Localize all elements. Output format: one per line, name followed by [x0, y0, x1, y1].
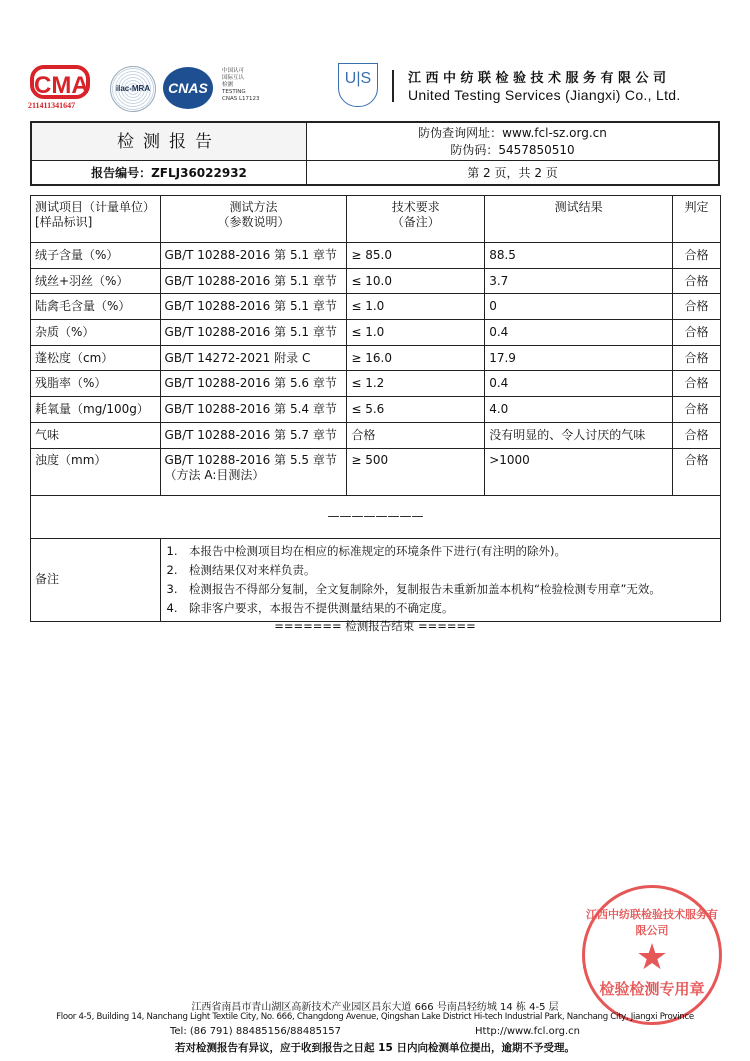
company-name-cn: 江西中纺联检验技术服务有限公司: [408, 71, 671, 86]
blank-row: [31, 495, 721, 538]
cnas-line: 检测: [222, 82, 234, 88]
cnas-line: 国际互认: [222, 75, 245, 81]
method-text: GB/T 10288-2016 第 5.5 章节: [164, 452, 337, 467]
footer-address-cn: 江西省南昌市青山湖区高新技术产业园区昌东大道 666 号南昌轻纺城 14 栋 4-5 层: [191, 1002, 559, 1013]
report-number: 报告编号：ZFLJ36022932: [32, 161, 307, 184]
footer-tel: Tel: (86 791) 88485156/88485157: [170, 1026, 342, 1037]
table-row: [31, 448, 721, 495]
table-row: [31, 268, 721, 294]
cell-requirement: ≥ 85.0: [347, 243, 485, 269]
table-row: [31, 371, 721, 397]
table-header: [31, 196, 721, 243]
footer-url: Http://www.fcl.org.cn: [475, 1026, 581, 1037]
header-result: 测试结果: [485, 196, 673, 243]
header-text: 技术要求: [391, 200, 440, 214]
table-row: [31, 397, 721, 423]
table-row: [31, 294, 721, 320]
page-indicator: 第 2 页，共 2 页: [467, 166, 558, 180]
notes-list: [160, 538, 720, 621]
stamp-center-text: 检验检测专用章: [599, 980, 705, 998]
star-icon: ★: [635, 937, 669, 978]
method-note: （方法 A:目测法）: [164, 467, 265, 482]
cell-requirement: ≤ 10.0: [347, 268, 485, 294]
note-item: 1. 本报告中检测项目均在相应的标准规定的环境条件下进行(有注明的除外)。: [166, 543, 566, 558]
ilac-mra-logo: ilac-MRA: [110, 66, 156, 112]
header-method: [160, 196, 347, 243]
table-row: [31, 243, 721, 269]
report-title: 检测报告: [32, 123, 307, 161]
cell-verdict: 合格: [673, 345, 721, 371]
anti-fake-code: 防伪码：5457850510: [450, 143, 575, 157]
anti-fake-info: [307, 123, 718, 161]
cell-requirement: ≤ 1.2: [347, 371, 485, 397]
footer-notice: 若对检测报告有异议，应于收到报告之日起 15 日内向检测单位提出，逾期不予受理。: [175, 1042, 575, 1054]
cnas-line: TESTING: [222, 89, 246, 95]
cell-method: GB/T 10288-2016 第 5.4 章节: [160, 397, 347, 423]
cell-verdict: 合格: [673, 371, 721, 397]
company-name-en: United Testing Services (Jiangxi) Co., Ltd.: [408, 87, 681, 103]
cell-method: GB/T 10288-2016 第 5.6 章节: [160, 371, 347, 397]
report-end-marker: ======= 检测报告结束 ======: [274, 619, 476, 633]
cell-result: 4.0: [485, 397, 673, 423]
cell-result: 3.7: [485, 268, 673, 294]
cnas-line: CNAS L17123: [222, 96, 260, 102]
footer-address-en: Floor 4-5, Building 14, Nanchang Light Textile City, No. 666, Changdong Avenue, Qingshan Lake District Hi-tech Industrial Park, Nanchang City, Jiangxi Province: [56, 1012, 694, 1022]
cell-item: 杂质（%）: [31, 320, 161, 346]
header-requirement: [347, 196, 485, 243]
cell-result: 88.5: [485, 243, 673, 269]
cell-verdict: 合格: [673, 422, 721, 448]
cell-method: GB/T 10288-2016 第 5.1 章节: [160, 243, 347, 269]
cell-method: GB/T 10288-2016 第 5.7 章节: [160, 422, 347, 448]
cma-number: 211411341647: [28, 101, 76, 110]
cma-logo: CMA: [30, 65, 90, 99]
anti-fake-url: 防伪查询网址：www.fcl-sz.org.cn: [418, 126, 607, 140]
cell-item: 陆禽毛含量（%）: [31, 294, 161, 320]
cell-method: GB/T 10288-2016 第 5.1 章节: [160, 268, 347, 294]
cell-method: GB/T 14272-2021 附录 C: [160, 345, 347, 371]
cell-verdict: 合格: [673, 268, 721, 294]
cnas-line: 中国认可: [222, 68, 245, 74]
cell-result: 没有明显的、令人讨厌的气味: [485, 422, 673, 448]
cell-requirement: ≤ 1.0: [347, 320, 485, 346]
header-text: 测试方法: [229, 200, 278, 214]
cell-result: 0.4: [485, 371, 673, 397]
table-row: [31, 320, 721, 346]
cell-requirement: ≤ 1.0: [347, 294, 485, 320]
cell-method: GB/T 10288-2016 第 5.1 章节: [160, 294, 347, 320]
header-text: [样品标识]: [35, 215, 93, 229]
table-row: [31, 345, 721, 371]
cell-method: [160, 448, 347, 495]
uts-logo: U|S: [338, 63, 378, 107]
cell-requirement: ≥ 500: [347, 448, 485, 495]
header-text: 测试项目（计量单位）: [35, 200, 156, 214]
cell-requirement: ≤ 5.6: [347, 397, 485, 423]
cell-verdict: 合格: [673, 397, 721, 423]
cell-result: 17.9: [485, 345, 673, 371]
cell-item: 绒丝+羽丝（%）: [31, 268, 161, 294]
cell-result: >1000: [485, 448, 673, 495]
cnas-text: [222, 68, 260, 103]
cell-result: 0: [485, 294, 673, 320]
header-verdict: 判定: [673, 196, 721, 243]
cell-item: 蓬松度（cm）: [31, 345, 161, 371]
blank-line: ————————: [31, 495, 721, 538]
cell-item: 浊度（mm）: [31, 448, 161, 495]
cell-verdict: 合格: [673, 448, 721, 495]
cell-item: 耗氧量（mg/100g）: [31, 397, 161, 423]
report-header-box: [30, 121, 720, 186]
cell-item: 残脂率（%）: [31, 371, 161, 397]
stamp-ring-text: 江西中纺联检验技术服务有限公司: [586, 908, 718, 937]
note-item: 4. 除非客户要求，本报告不提供测量结果的不确定度。: [166, 600, 454, 615]
notes-row: [31, 538, 721, 621]
cell-result: 0.4: [485, 320, 673, 346]
cell-item: 气味: [31, 422, 161, 448]
note-item: 2. 检测结果仅对来样负责。: [166, 562, 316, 577]
header-text: （参数说明）: [217, 215, 290, 229]
header-text: （备注）: [391, 215, 440, 229]
table-row: [31, 422, 721, 448]
cell-verdict: 合格: [673, 294, 721, 320]
cell-requirement: ≥ 16.0: [347, 345, 485, 371]
cell-item: 绒子含量（%）: [31, 243, 161, 269]
results-table: [30, 195, 721, 622]
header-item: [31, 196, 161, 243]
cell-verdict: 合格: [673, 243, 721, 269]
cell-requirement: 合格: [347, 422, 485, 448]
cnas-logo: CNAS: [163, 67, 213, 109]
cell-method: GB/T 10288-2016 第 5.1 章节: [160, 320, 347, 346]
cell-verdict: 合格: [673, 320, 721, 346]
notes-label: 备注: [31, 538, 161, 621]
divider: [392, 70, 394, 102]
note-item: 3. 检测报告不得部分复制，全文复制除外，复制报告未重新加盖本机构“检验检测专用章”无效。: [166, 581, 661, 596]
